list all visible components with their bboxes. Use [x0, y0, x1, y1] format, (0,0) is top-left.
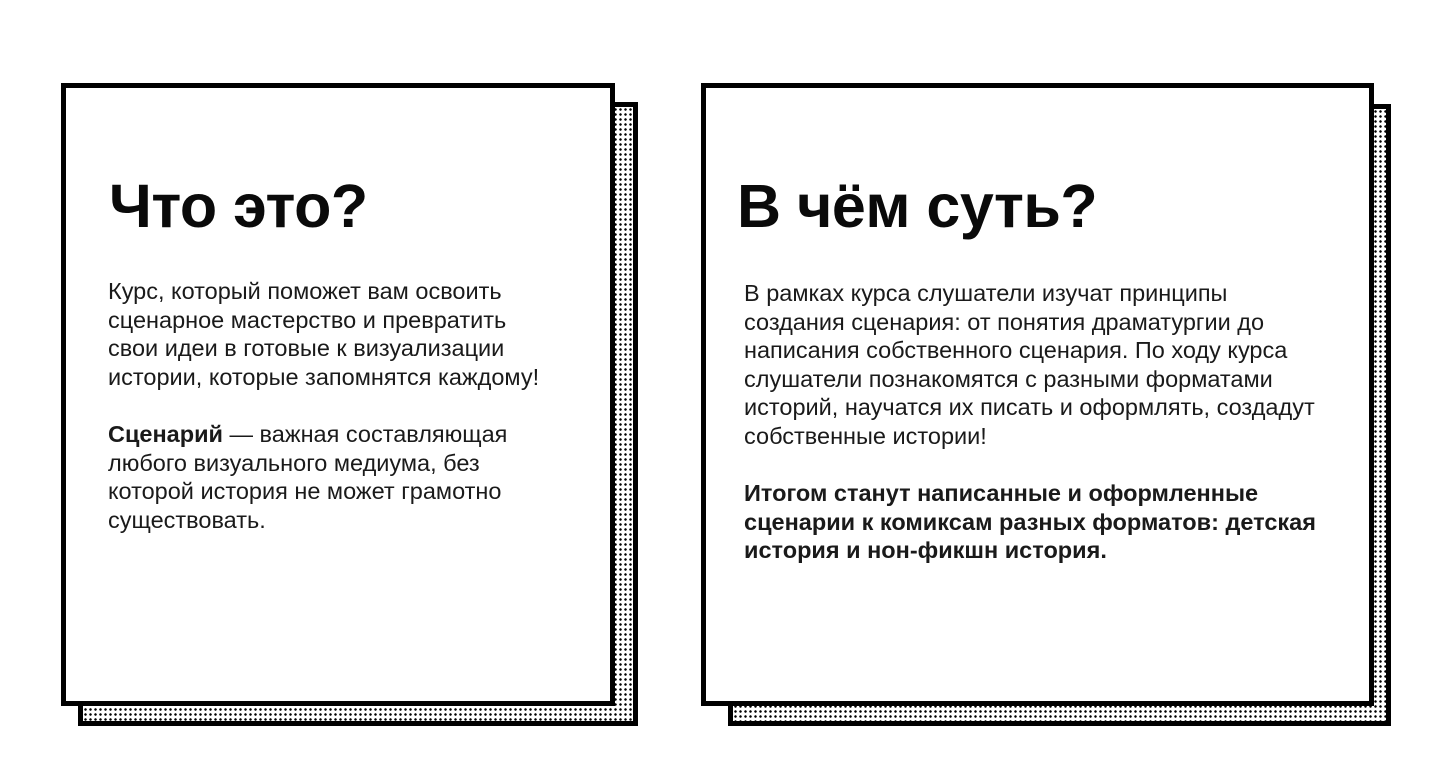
info-card-what-is-it	[61, 83, 615, 706]
bold-term: Сценарий	[108, 420, 223, 447]
card-body	[744, 279, 1324, 565]
card-paragraph-highlight: Итогом станут написанные и оформленные сценарии к комиксам разных форматов: детская история и нон-фикшн история.	[744, 480, 1316, 564]
card-paragraph: Курс, который поможет вам освоить сценарное мастерство и превратить свои идеи в готовые к визуализации истории, которые запомнятся каждому!	[108, 278, 540, 390]
card-title: Что это?	[109, 172, 368, 240]
paragraph-text: — важная составляющая любого визуального медиума, без которой история не может грамотно существовать.	[108, 420, 508, 533]
card-paragraph	[108, 420, 558, 534]
card-body	[108, 277, 558, 534]
card-paragraph: В рамках курса слушатели изучат принципы создания сценария: от понятия драматургии до написания собственного сценария. По ходу курса слушатели познакомятся с разными форматами историй, научатся их писать и оформлять, создадут собственные истории!	[744, 280, 1315, 449]
card-title: В чём суть?	[737, 172, 1098, 240]
info-card-what-is-the-point	[701, 83, 1374, 706]
